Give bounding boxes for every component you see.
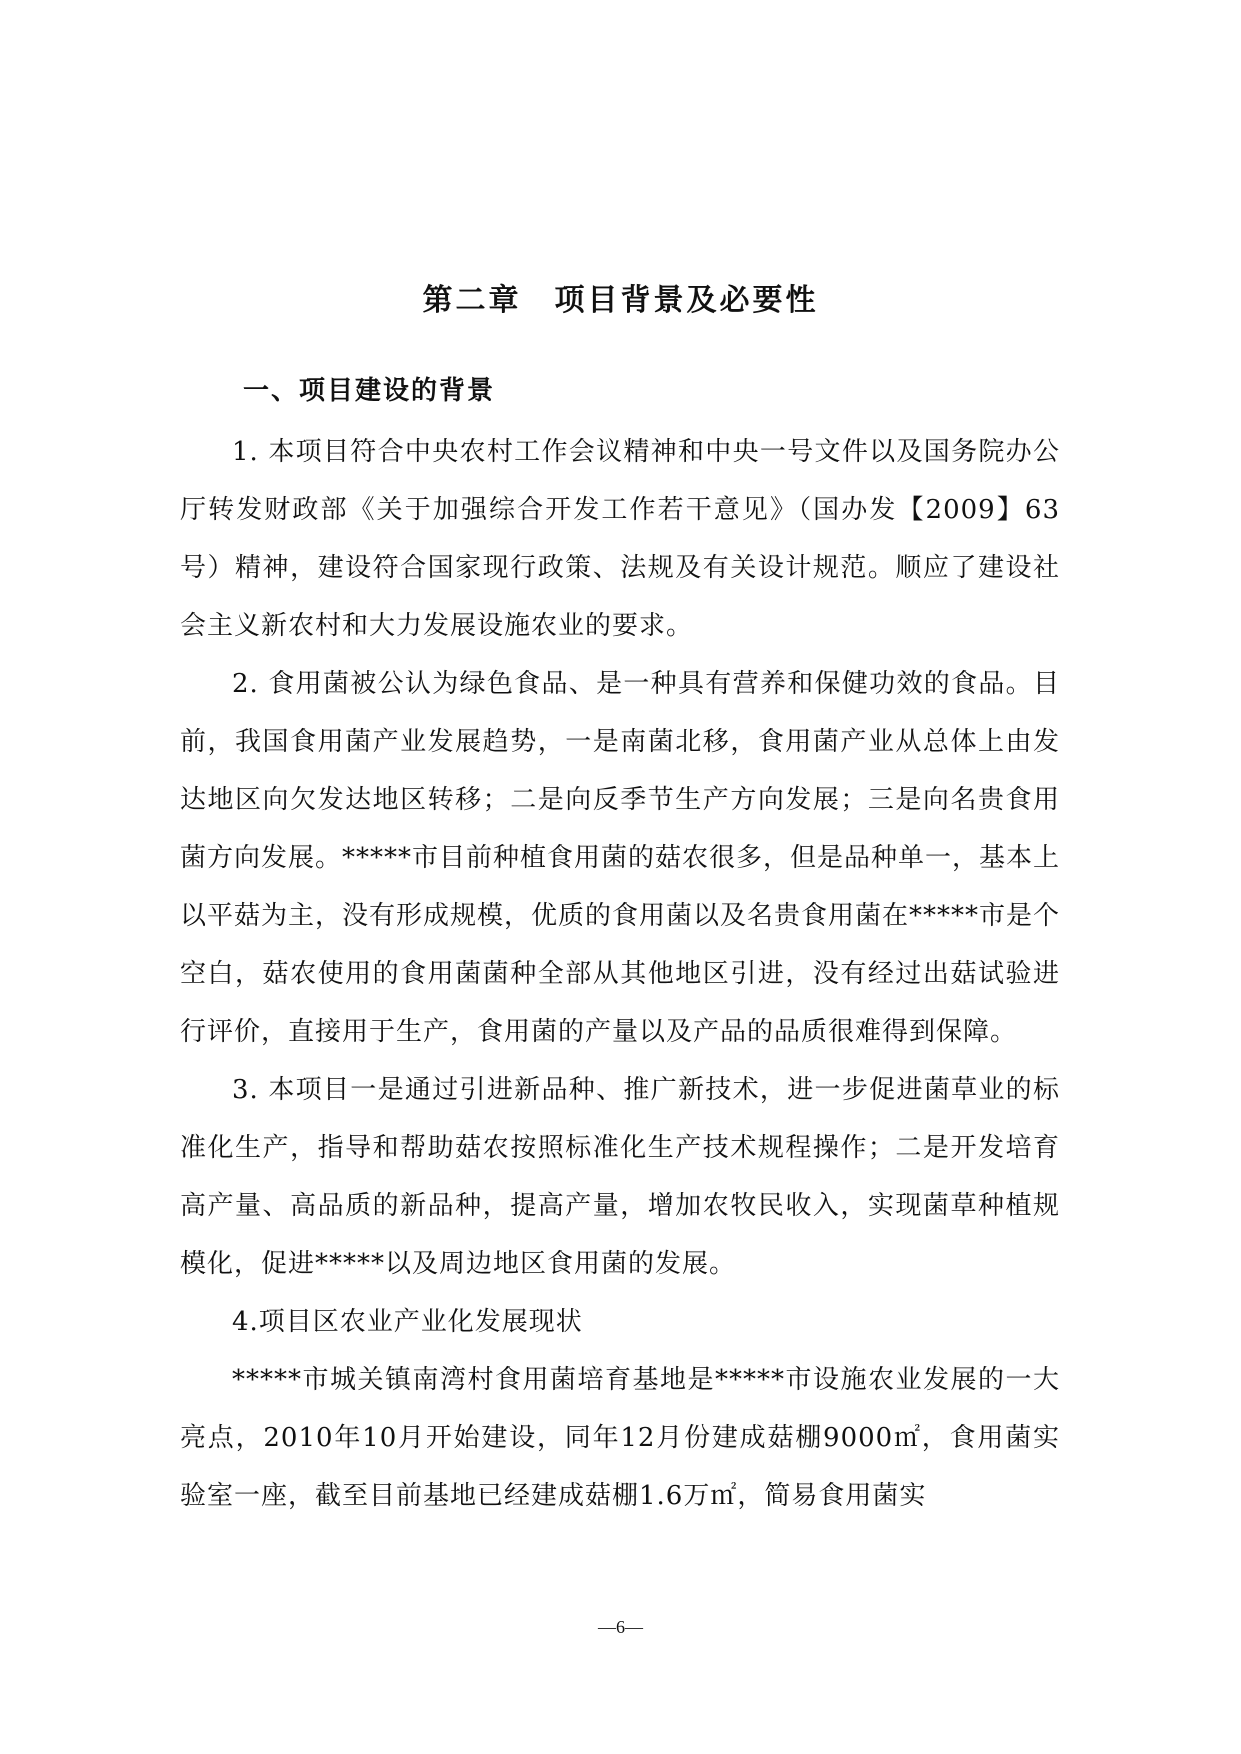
paragraph: 1. 本项目符合中央农村工作会议精神和中央一号文件以及国务院办公厅转发财政部《关于加强综合开发工作若干意见》（国办发【2009】63号）精神，建设符合国家现行政策、法规及有关设计规范。顺应了建设社会主义新农村和大力发展设施农业的要求。	[180, 437, 1060, 641]
paragraph: 3. 本项目一是通过引进新品种、推广新技术，进一步促进菌草业的标准化生产，指导和帮助菇农按照标准化生产技术规程操作；二是开发培育高产量、高品质的新品种，提高产量，增加农牧民收入，实现菌草种植规模化，促进*****以及周边地区食用菌的发展。	[180, 1075, 1060, 1279]
paragraph: 4.项目区农业产业化发展现状	[232, 1307, 583, 1337]
chapter-title: 第二章 项目背景及必要性	[422, 283, 819, 318]
paragraph: 2. 食用菌被公认为绿色食品、是一种具有营养和保健功效的食品。目前，我国食用菌产业发展趋势，一是南菌北移，食用菌产业从总体上由发达地区向欠发达地区转移；二是向反季节生产方向发展；三是向名贵食用菌方向发展。*****市目前种植食用菌的菇农很多，但是品种单一，基本上以平菇为主，没有形成规模，优质的食用菌以及名贵食用菌在*****市是个空白，菇农使用的食用菌菌种全部从其他地区引进，没有经过出菇试验进行评价，直接用于生产，食用菌的产量以及产品的品质很难得到保障。	[180, 669, 1061, 1047]
body-text	[180, 423, 1060, 1525]
section-heading: 一、项目建设的背景	[243, 376, 496, 406]
paragraph: *****市城关镇南湾村食用菌培育基地是*****市设施农业发展的一大亮点，2010年10月开始建设，同年12月份建成菇棚9000㎡，食用菌实验室一座，截至目前基地已经建成菇棚1.6万㎡，简易食用菌实	[180, 1365, 1060, 1511]
page-number: —6—	[598, 1617, 643, 1637]
